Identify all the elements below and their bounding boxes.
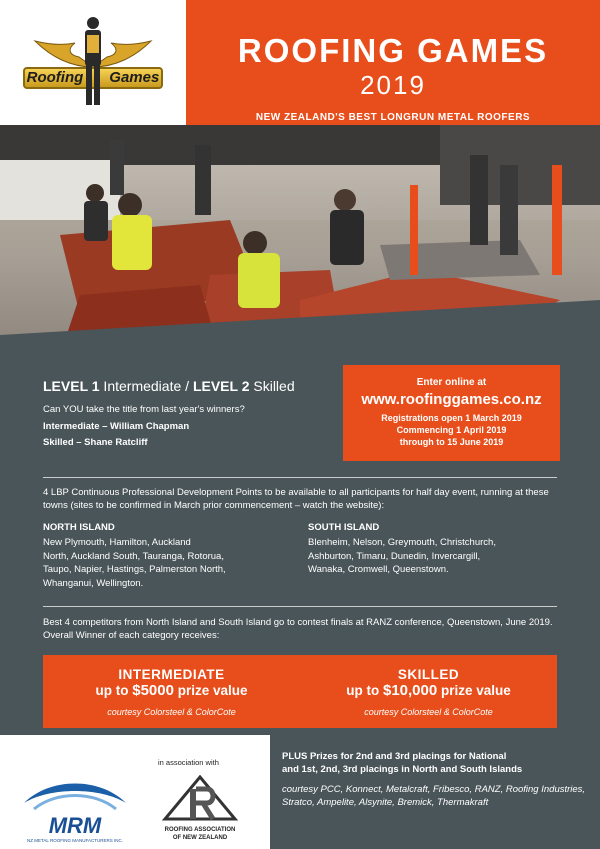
enter-label: Enter online at — [416, 377, 487, 388]
north-towns-line: Whanganui, Wellington. — [43, 577, 144, 589]
prize-courtesy: courtesy Colorsteel & ColorCote — [364, 707, 493, 717]
cpd-text: 4 LBP Continuous Professional Development Points to be available to all participants for half day event, running at these towns (sites to be confirmed in March prior commencement – watch the website): — [43, 487, 549, 511]
prize-amount: $10,000 — [382, 682, 438, 699]
prize-box — [43, 655, 557, 728]
enter-online-box — [343, 365, 560, 461]
prize-courtesy: courtesy Colorsteel & ColorCote — [107, 707, 236, 717]
sponsors-text: courtesy PCC, Konnect, Metalcraft, Fribesco, RANZ, Roofing Industries, Stratco, Ampelite, Alsynite, Bremick, Thermakraft — [282, 784, 586, 808]
prize-skilled — [300, 655, 557, 717]
closing-line: through to 15 June 2019 — [399, 437, 504, 447]
association-label: in association with — [158, 758, 219, 767]
level2-text: Skilled — [249, 378, 295, 394]
mrm-subtitle: NZ METAL ROOFING MANUFACTURERS INC. — [26, 838, 124, 843]
commencing-line: Commencing 1 April 2019 — [396, 425, 507, 435]
website-link[interactable]: www.roofinggames.co.nz — [361, 391, 542, 408]
prize-name: INTERMEDIATE — [118, 667, 225, 682]
prize-amount: $5000 — [132, 682, 174, 699]
south-towns-line: Wanaka, Cromwell, Queenstown. — [308, 564, 449, 575]
logo-panel — [0, 0, 186, 125]
ranz-line1: ROOFING ASSOCIATION — [164, 827, 236, 833]
north-island-title: NORTH ISLAND — [43, 522, 115, 533]
winner-skilled: Skilled – Shane Ratcliff — [43, 437, 148, 448]
logo-text-right: Games — [109, 69, 160, 86]
level1-label: LEVEL 1 — [43, 378, 100, 394]
registration-open-line: Registrations open 1 March 2019 — [381, 413, 522, 423]
north-island-towns — [43, 536, 288, 590]
north-towns-line: Taupo, Napier, Hastings, Palmerston North, — [43, 564, 226, 575]
subtitle: NEW ZEALAND'S BEST LONGRUN METAL ROOFERS — [255, 112, 531, 123]
event-year: 2019 — [360, 70, 426, 100]
logo-text-left: Roofing — [26, 69, 84, 86]
prize-value — [300, 682, 557, 699]
prize-name: SKILLED — [397, 667, 460, 682]
north-towns-line: New Plymouth, Hamilton, Auckland — [43, 537, 191, 548]
title-panel — [186, 0, 600, 125]
divider — [43, 606, 557, 607]
association-panel — [0, 735, 270, 849]
levels-heading — [43, 378, 295, 394]
prize-suffix: prize value — [173, 683, 248, 698]
prize-intermediate — [43, 655, 300, 717]
plus-line: PLUS Prizes for 2nd and 3rd placings for National — [282, 751, 507, 762]
prize-value — [43, 682, 300, 699]
south-island-towns — [308, 536, 553, 577]
challenge-text: Can YOU take the title from last year's winners? — [43, 404, 245, 415]
plus-line: and 1st, 2nd, 3rd placings in North and South Islands — [282, 764, 523, 775]
prize-suffix: prize value — [437, 683, 511, 698]
roofer-figure-icon — [79, 15, 107, 111]
ranz-line2: OF NEW ZEALAND — [172, 835, 228, 841]
finals-text: Best 4 competitors from North Island and South Island go to contest finals at RANZ conference, Queenstown, June 2019. Overall Winner of each category receives: — [43, 617, 553, 641]
divider — [43, 477, 557, 478]
prize-prefix: up to — [95, 683, 133, 698]
south-island-title: SOUTH ISLAND — [308, 522, 380, 533]
north-towns-line: North, Auckland South, Tauranga, Rotorua, — [43, 550, 224, 562]
level1-text: Intermediate / — [99, 378, 193, 394]
mrm-name: MRM — [48, 813, 102, 838]
south-towns-line: Ashburton, Timaru, Dunedin, Invercargill, — [308, 550, 481, 562]
level2-label: LEVEL 2 — [192, 378, 250, 394]
photo-divider — [0, 300, 600, 370]
winner-intermediate: Intermediate – William Chapman — [43, 421, 190, 432]
roofing-games-logo — [23, 15, 163, 111]
ranz-logo — [155, 775, 245, 845]
page-title: ROOFING GAMES — [237, 32, 549, 69]
prize-prefix: up to — [346, 683, 383, 698]
mrm-logo — [20, 773, 130, 845]
south-towns-line: Blenheim, Nelson, Greymouth, Christchurch, — [308, 537, 496, 548]
plus-prizes — [282, 750, 582, 776]
